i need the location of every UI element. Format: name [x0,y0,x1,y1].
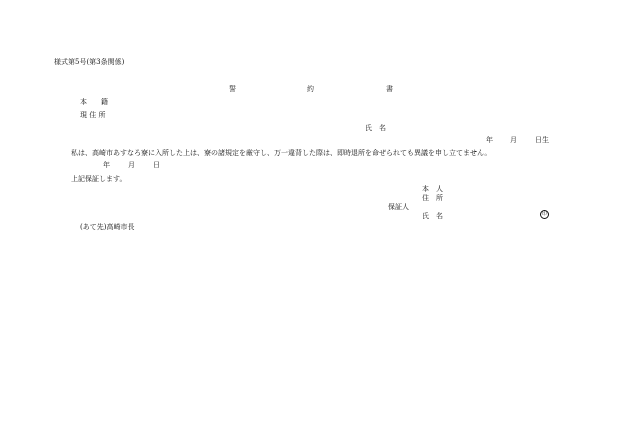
birth-month-label: 月 [510,136,517,144]
guarantee-text: 上記保証します。 [71,175,127,183]
title-char-2: 約 [307,85,314,93]
guarantor-name-label: 氏 名 [422,212,443,220]
title-char-3: 書 [386,85,393,93]
date-month-label: 月 [128,161,135,169]
honseki-label: 本 籍 [80,98,108,106]
addressee-text: (あて先)高崎市長 [80,223,135,231]
form-number-label: 様式第5号(第3条関係) [54,58,125,66]
date-day-label: 日 [153,161,160,169]
pledge-text: 私は、高崎市あすなろ寮に入所した上は、寮の諸規定を厳守し、万一違背した際は、即時退所を命ぜられても異議を申し立てません。 [71,149,492,157]
title-char-1: 誓 [229,85,236,93]
guarantor-self-label: 本 人 [422,185,443,193]
address-label: 現 住 所 [80,111,106,119]
birth-day-label: 日生 [535,136,549,144]
name-label: 氏 名 [365,124,386,132]
date-year-label: 年 [103,161,110,169]
guarantor-label: 保証人 [388,203,409,211]
birth-year-label: 年 [486,136,493,144]
seal-mark: 印 [541,211,547,217]
guarantor-address-label: 住 所 [422,194,443,202]
